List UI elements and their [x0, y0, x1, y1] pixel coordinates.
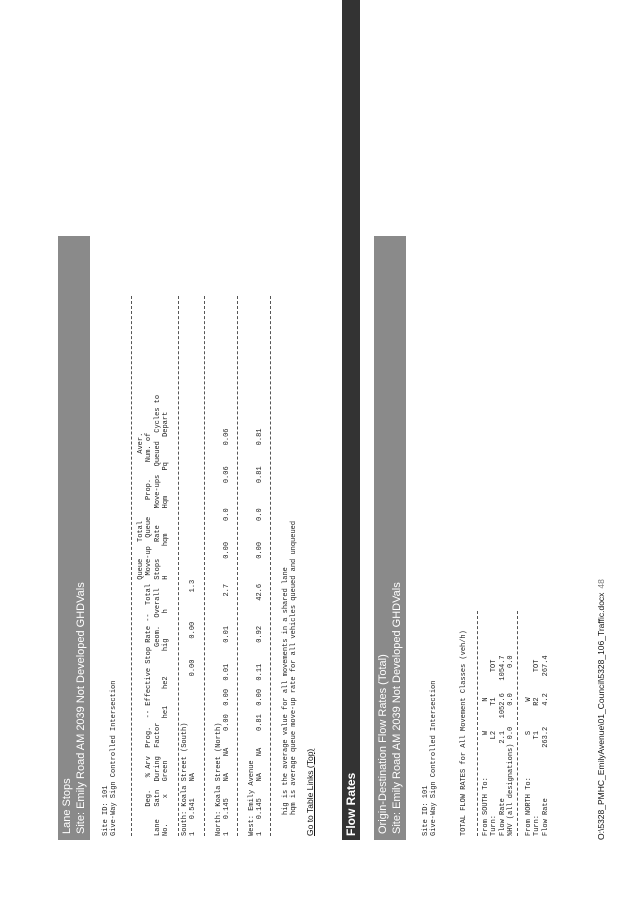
header-line: Queue Total Aver.	[137, 432, 145, 836]
lane-stops-table-header	[137, 395, 170, 836]
flow-rates-section-bar	[342, 0, 360, 840]
flow-line: %HV (all designations) 0.0 0.0 0.0	[506, 655, 515, 836]
approach-label: South: Koala Street (South)	[181, 722, 189, 836]
document-footer	[596, 579, 606, 840]
table-row: 1 0.145 NA NA 0.81 0.00 0.11 0.92 42.6 0.00 0.0 0.81 0.81	[256, 428, 265, 836]
site-id-line: Site ID: 101	[102, 785, 110, 836]
lane-stops-site-title: Site: Emily Road AM 2039 Not Developed GHDVals	[75, 582, 87, 834]
note-line: hqm is average queue move-up rate for all vehicles queued and unqueued	[290, 520, 299, 815]
site-id-line: Site ID: 101	[422, 785, 430, 836]
lane-stops-title: Lane Stops	[61, 778, 73, 834]
flow-block-south	[482, 655, 515, 836]
od-flow-rates-title: Origin-Destination Flow Rates (Total)	[377, 654, 389, 834]
header-line: Deg. % Arv Prog. -- Effective Stop Rate -- Total Move-up Queue Prop. Num. of	[145, 432, 154, 836]
od-flow-rates-site-title: Site: Emily Road AM 2039 Not Developed GHDVals	[391, 582, 403, 834]
table-rule-top	[131, 296, 132, 836]
caption-text: TOTAL FLOW RATES for All Movement Classes (veh/h)	[460, 630, 468, 836]
lane-stops-info	[102, 681, 119, 836]
flow-rule	[517, 611, 518, 836]
page-number: 48	[596, 579, 606, 589]
flow-rates-section-title: Flow Rates	[344, 772, 358, 836]
table-rule	[204, 296, 205, 836]
flow-line: Flow Rate 263.2 4.2 267.4	[541, 655, 550, 836]
control-type-line: Give-Way Sign Controlled Intersection	[110, 680, 119, 836]
go-to-table-links-link[interactable]: Go to Table Links (Top)	[305, 748, 315, 836]
table-rule-bottom	[270, 296, 271, 836]
header-line: No. x Green he1 he2 hig h H hqm Hqm Pq Depart	[161, 411, 170, 836]
flow-line: From SOUTH To: W N	[482, 697, 490, 836]
flow-line: Turn: L2 T1 TOT	[490, 659, 499, 836]
table-row: 1 0.541 NA 0.00 0.00 1.3	[189, 579, 198, 836]
table-row: 1 0.145 NA NA 0.00 0.00 0.01 0.01 2.7 0.00 0.0 0.06 0.06	[223, 428, 232, 836]
flow-rates-info	[422, 681, 439, 836]
approach-label: West: Emily Avenue	[248, 760, 256, 836]
od-flow-rates-header	[374, 236, 406, 840]
note-line: hig is the average value for all movements in a shared lane	[282, 567, 290, 815]
approach-group-south	[181, 580, 198, 836]
lane-stops-notes	[282, 521, 299, 815]
flow-rates-caption	[460, 630, 468, 836]
file-path: O:\5328_PMHC_EmilyAvenue\01_Council\5328_106_Traffic.docx	[596, 592, 606, 840]
control-type-line: Give-Way Sign Controlled Intersection	[430, 680, 439, 836]
lane-stops-header	[58, 236, 90, 840]
flow-line: Turn: T1 R2 TOT	[533, 659, 542, 836]
flow-line: Flow Rate 2.1 1052.6 1054.7	[498, 655, 507, 836]
flow-rule-top	[477, 611, 478, 836]
flow-block-north	[525, 655, 550, 836]
flow-line: From NORTH To: S W	[525, 697, 533, 836]
table-rule	[237, 296, 238, 836]
approach-label: North: Koala Street (North)	[215, 722, 223, 836]
table-rule	[178, 296, 179, 836]
approach-group-west	[248, 429, 265, 836]
approach-group-north	[215, 429, 232, 836]
header-line: Lane Satn During Factor Geom. Overall Stops Rate Move-ups Queued Cycles to	[153, 394, 162, 836]
